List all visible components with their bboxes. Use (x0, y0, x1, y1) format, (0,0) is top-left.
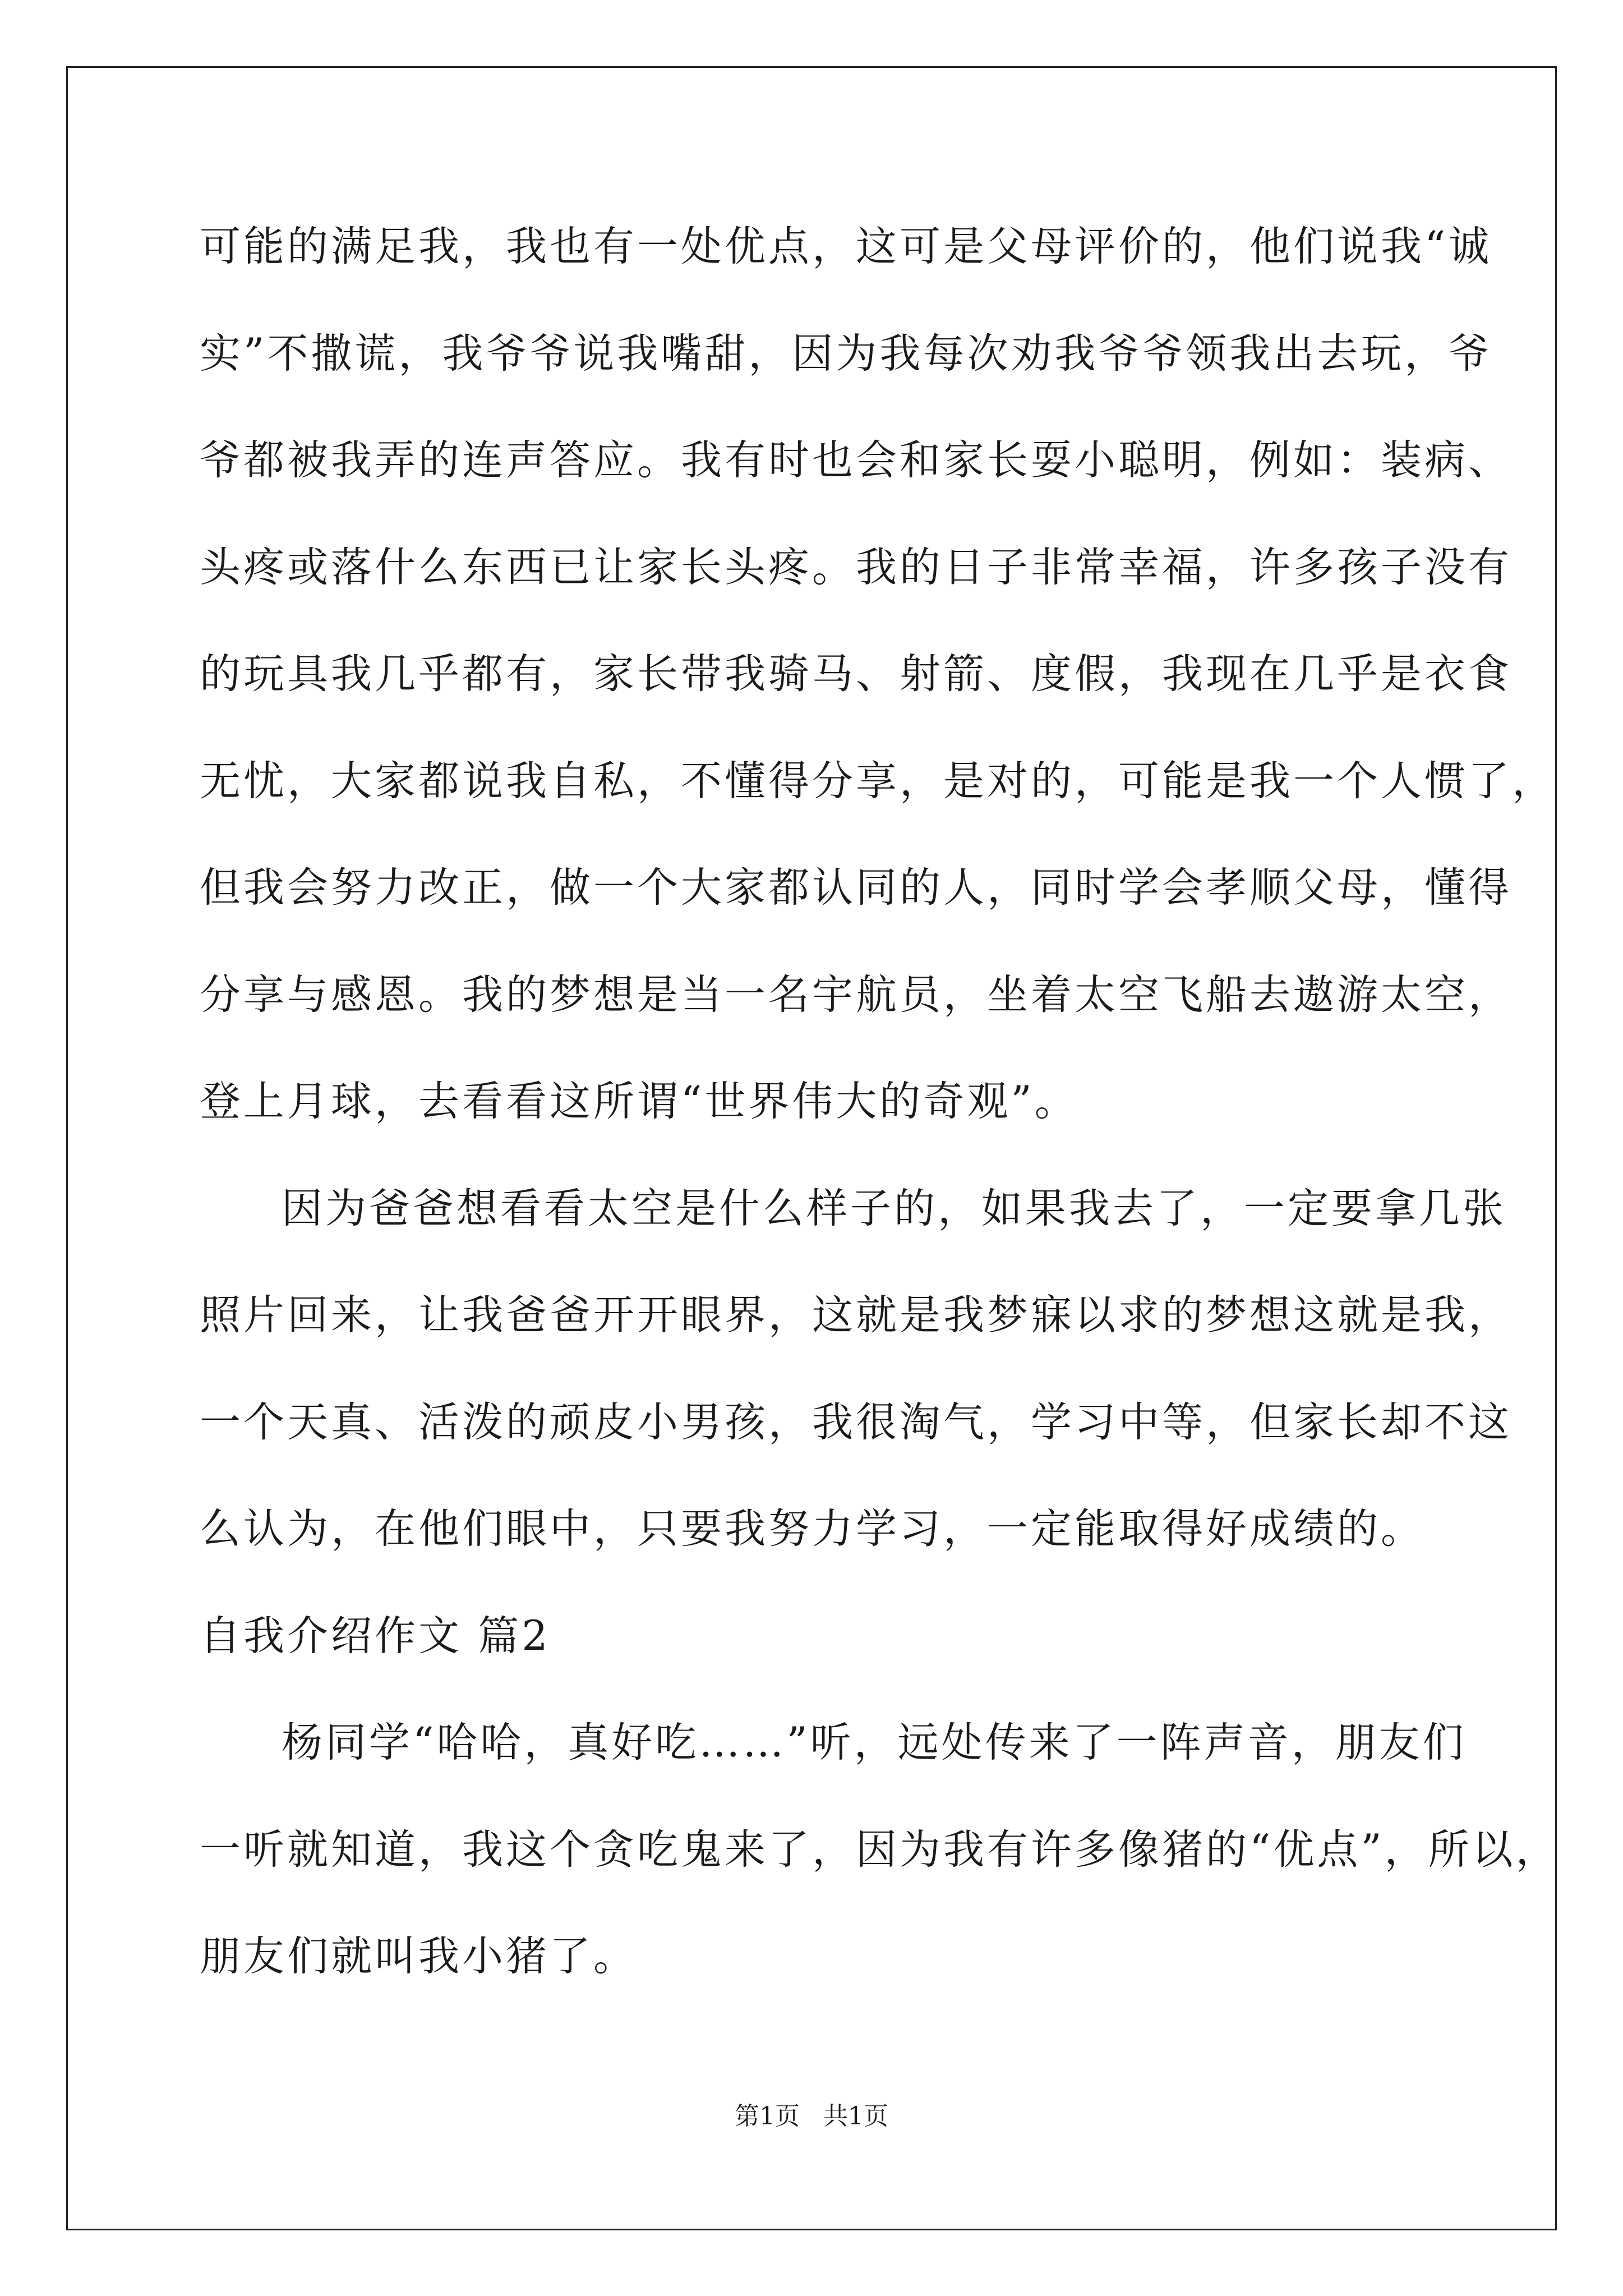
text-line: 的玩具我几乎都有，家长带我骑马、射箭、度假，我现在几乎是衣食 (200, 650, 1512, 698)
text-line: 实”不撒谎，我爷爷说我嘴甜，因为我每次劝我爷爷领我出去玩，爷 (200, 329, 1492, 378)
section-heading: 自我介绍作文 篇2 (200, 1612, 551, 1660)
text-line: 一听就知道，我这个贪吃鬼来了，因为我有许多像猪的“优点”，所以， (200, 1825, 1560, 1874)
text-line: 一个天真、活泼的顽皮小男孩，我很淘气，学习中等，但家长却不这 (200, 1398, 1512, 1446)
text-line: 登上月球，去看看这所谓“世界伟大的奇观”。 (200, 1078, 1078, 1125)
document-body (200, 194, 1560, 2010)
paragraph-start-line: 因为爸爸想看看太空是什么样子的，如果我去了，一定要拿几张 (282, 1184, 1506, 1232)
text-line: 但我会努力改正，做一个大家都认同的人，同时学会孝顺父母，懂得 (200, 864, 1512, 912)
paragraph-start-line: 杨同学“哈哈，真好吃……”听，远处传来了一阵声音，朋友们 (282, 1719, 1467, 1766)
text-line: 分享与感恩。我的梦想是当一名宇航员，坐着太空飞船去遨游太空， (200, 970, 1512, 1019)
text-line: 可能的满足我，我也有一处优点，这可是父母评价的，他们说我“诚 (200, 223, 1492, 270)
page-footer: 第1页 共1页 (735, 2102, 888, 2131)
text-line: 照片回来，让我爸爸开开眼界，这就是我梦寐以求的梦想这就是我， (200, 1291, 1512, 1339)
text-line: 朋友们就叫我小猪了。 (200, 1932, 637, 1980)
text-line: 么认为，在他们眼中，只要我努力学习，一定能取得好成绩的。 (200, 1505, 1424, 1553)
text-line: 无忧，大家都说我自私，不懂得分享，是对的，可能是我一个人惯了， (200, 757, 1556, 805)
text-line: 头疼或落什么东西已让家长头疼。我的日子非常幸福，许多孩子没有 (200, 543, 1512, 591)
text-line: 爷都被我弄的连声答应。我有时也会和家长耍小聪明，例如：装病、 (200, 436, 1512, 484)
